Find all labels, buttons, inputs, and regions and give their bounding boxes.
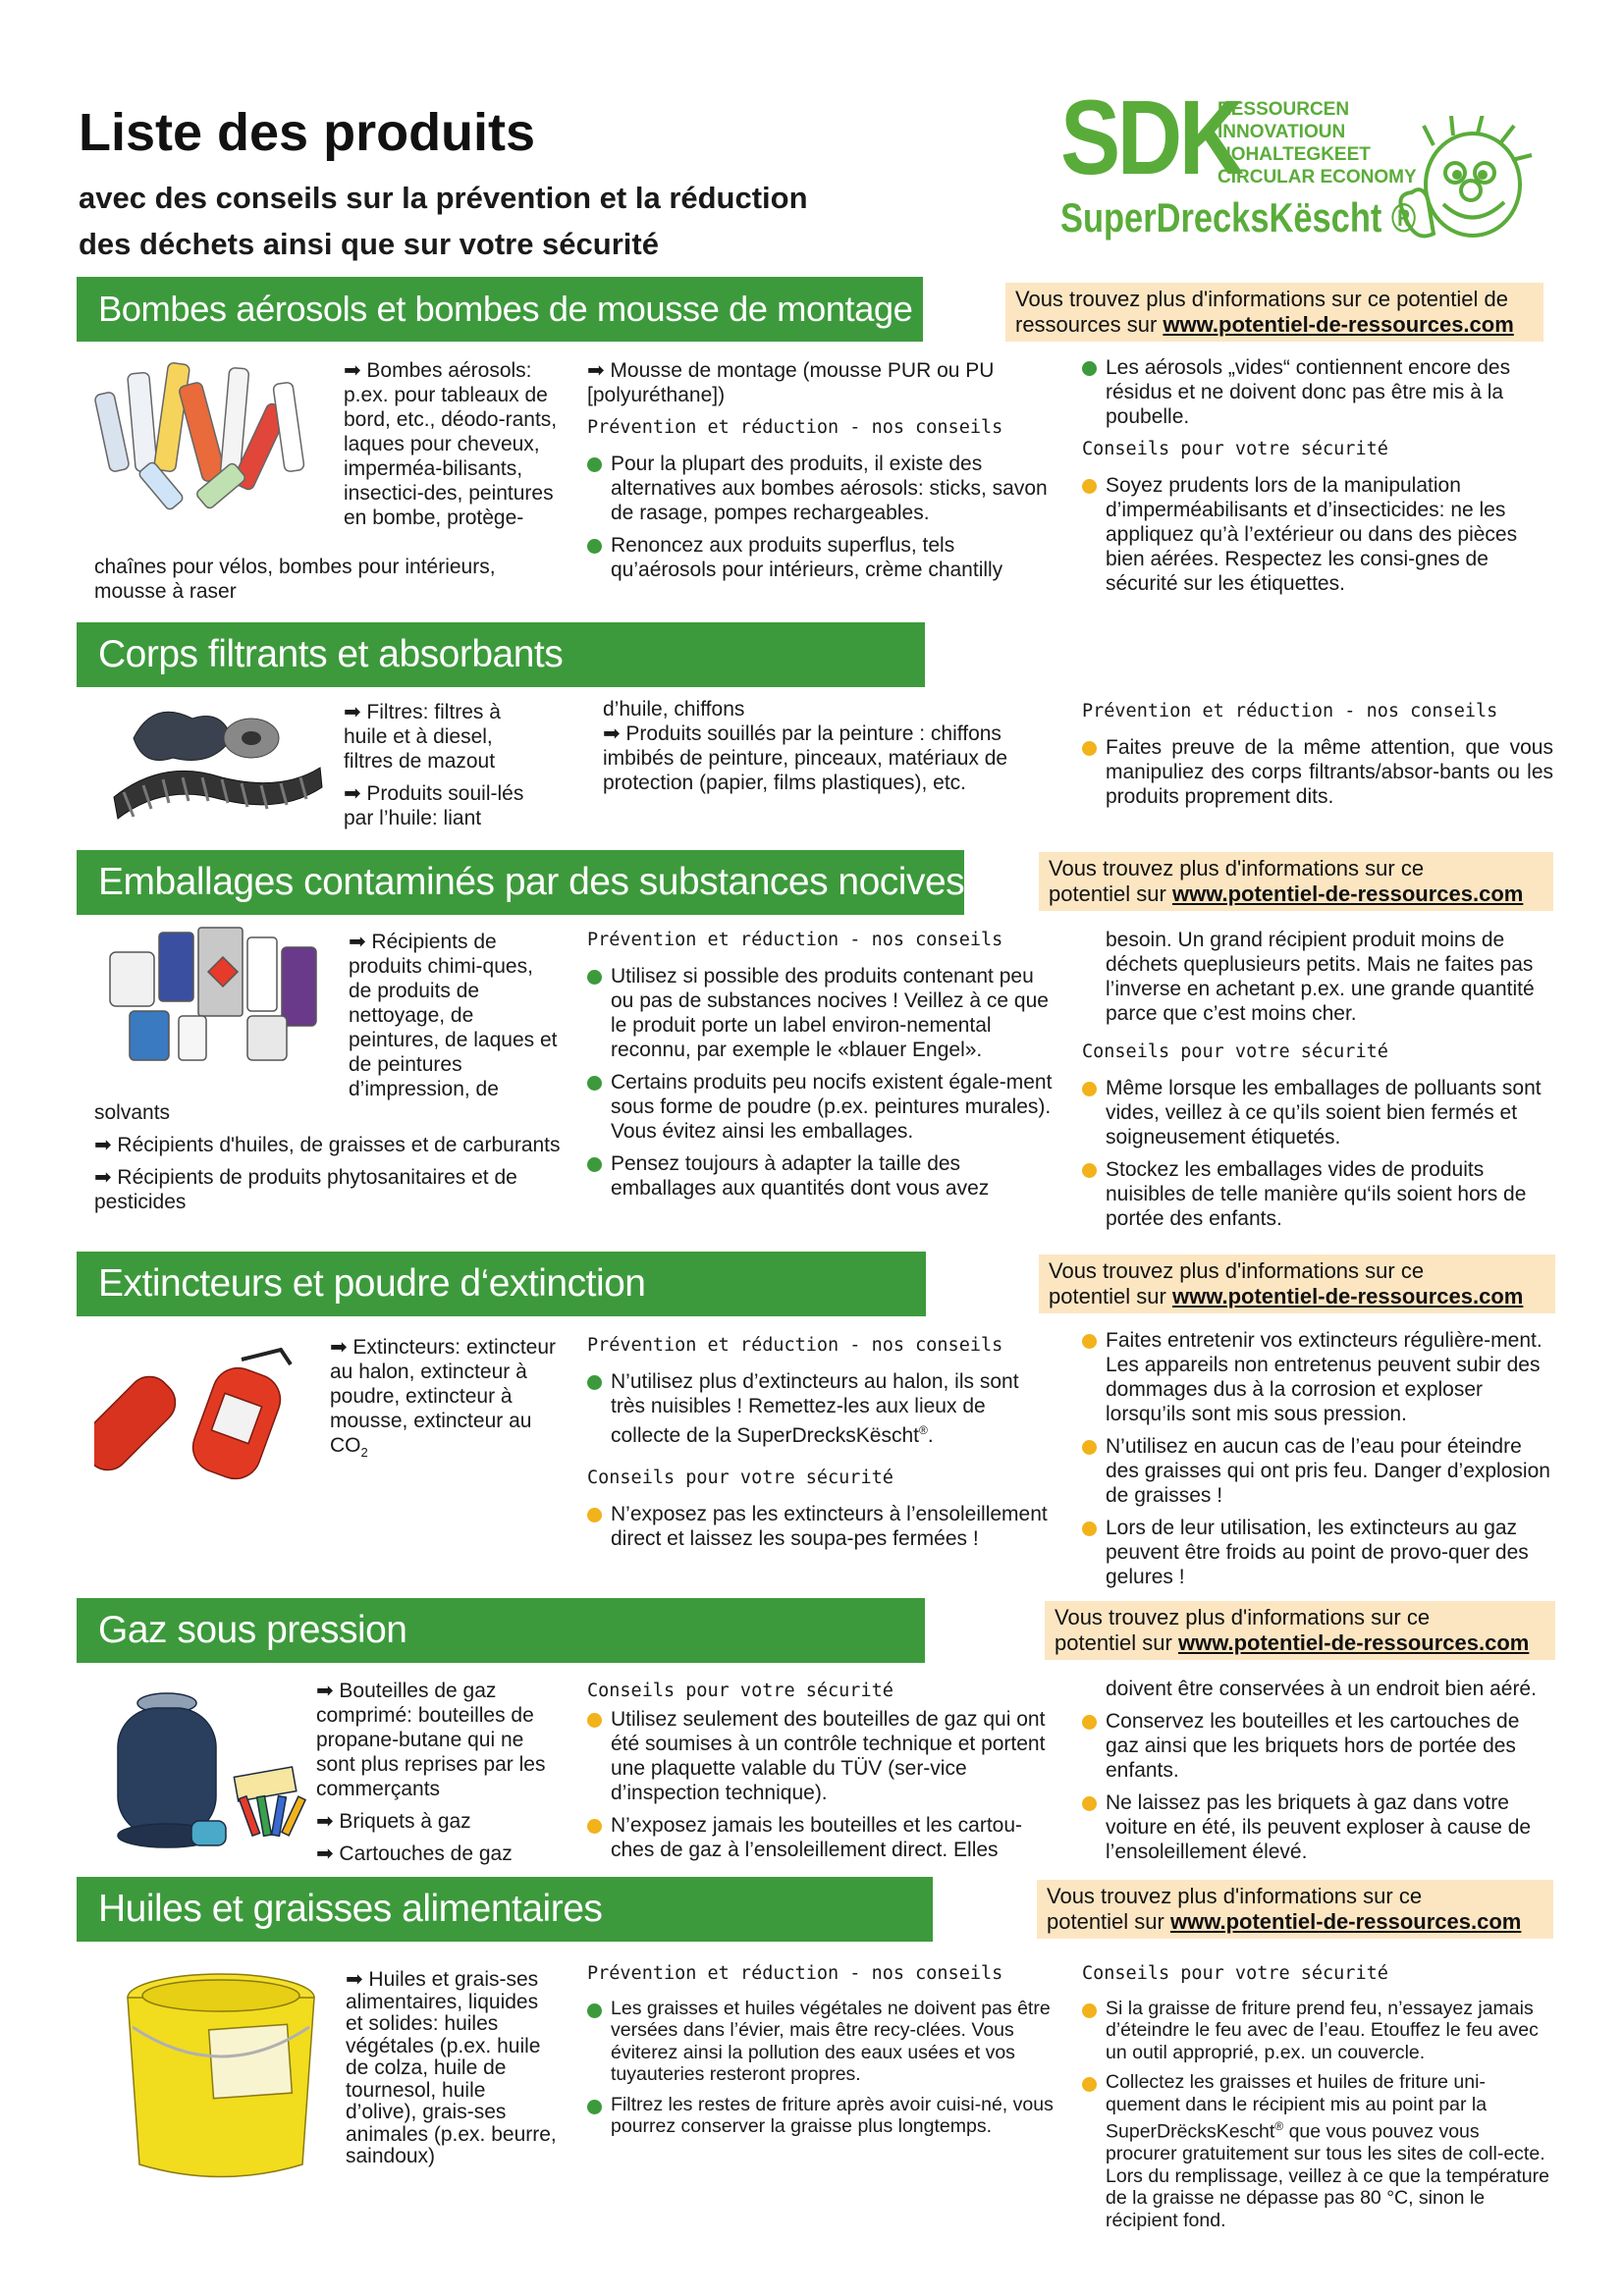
logo-word: NOHALTEGKEET xyxy=(1218,144,1371,165)
green-bullet-icon xyxy=(587,2100,602,2114)
s3-col3 xyxy=(1082,928,1553,1239)
s4-col1: ➡ Extincteurs: extincteur au halon, extincteur à poudre, extincteur à mousse, extincteur au $CO_2$ xyxy=(330,1336,557,1461)
green-bullet-icon xyxy=(587,2003,602,2018)
s2-col1 xyxy=(344,700,540,838)
bullet-item: Les graisses et huiles végétales ne doivent pas être versées dans l’évier, mais être recy-clées. Vous éviterez ainsi la pollution des eaux usées et vos tuyauteries resteront propres. xyxy=(587,1998,1058,2086)
section-title-filters: Corps filtrants et absorbants xyxy=(77,622,925,687)
info-text: potentiel sur www.potentiel-de-ressources.com xyxy=(1049,1284,1524,1308)
s3-col2 xyxy=(587,928,1054,1208)
s4-col3 xyxy=(1082,1328,1553,1597)
section-subheading: Conseils pour votre sécurité xyxy=(587,1681,893,1701)
logo-word: CIRCULAR ECONOMY xyxy=(1218,167,1417,187)
bullet-item: N’exposez pas les extincteurs à l’ensoleillement direct et laissez les soupa-pes fermées ! xyxy=(587,1502,1054,1551)
bullet-item: Soyez prudents lors de la manipulation d’imperméabilisants et d’insecticides: ne les appliquez qu’à l’extérieur ou dans des pièces bien aérées. Respectez les consi-gnes de sécurité sur les étiquettes. xyxy=(1082,473,1553,596)
info-text: Vous trouvez plus d'informations sur ce xyxy=(1049,1258,1425,1283)
product-item-cont: d’huile, chiffons xyxy=(603,698,745,721)
bullet-item: N’utilisez plus d’extincteurs au halon, ils sont très nuisibles ! Remettez-les aux lieux de collecte de la SuperDrecksKëscht®. xyxy=(587,1369,1054,1448)
s5-col2 xyxy=(587,1679,1054,1870)
section-title-gas: Gaz sous pression xyxy=(77,1598,925,1663)
bullet-item: Filtrez les restes de friture après avoir cuisi-né, vous pourrez conserver la graisse plus longtemps. xyxy=(587,2094,1058,2138)
yellow-bullet-icon xyxy=(587,1508,602,1522)
section-subheading: Prévention et réduction - nos conseils xyxy=(587,417,1003,438)
section-subheading: Conseils pour votre sécurité xyxy=(587,1468,893,1488)
aerosol-cans-image xyxy=(92,353,328,520)
bullet-item: Conservez les bouteilles et les cartouches de gaz ainsi que les briquets hors de portée des enfants. xyxy=(1082,1709,1553,1783)
yellow-bullet-icon xyxy=(1082,1440,1097,1455)
product-item: ➡ Mousse de montage (mousse PUR ou PU [polyuréthane]) xyxy=(587,359,995,406)
filters-image xyxy=(104,699,330,827)
info-link[interactable]: www.potentiel-de-ressources.com xyxy=(1171,1284,1524,1308)
bullet-item: Faites entretenir vos extincteurs régulière-ment. Les appareils non entretenus peuvent subir des dommages dus à la corrosion et exploser lorsqu’ils sont mis sous pression. xyxy=(1082,1328,1553,1426)
bullet-item: Renoncez aux produits superflus, tels qu’aérosols pour intérieurs, crème chantilly xyxy=(587,533,1049,582)
section-title-oils: Huiles et graisses alimentaires xyxy=(77,1877,933,1942)
info-box-oils xyxy=(1037,1880,1553,1939)
s1-col1-text: ➡ Bombes aérosols: p.ex. pour tableaux de bord, etc., déodo-rants, laques pour cheveux, imperméa-bilisants, insectici-des, peintures en bombe, protège- xyxy=(344,359,558,529)
info-text: Vous trouvez plus d'informations sur ce xyxy=(1055,1605,1431,1629)
info-text: potentiel sur www.potentiel-de-ressources.com xyxy=(1047,1909,1522,1934)
section-title-packaging: Emballages contaminés par des substances nocives xyxy=(77,850,964,915)
s6-col2 xyxy=(587,1963,1058,2146)
bullet-item: Même lorsque les emballages de polluants sont vides, veillez à ce qu’ils soient bien fermés et soigneusement étiquetés. xyxy=(1082,1076,1553,1149)
logo-word: RESSOURCEN xyxy=(1218,99,1350,120)
s2-col3 xyxy=(1082,699,1553,817)
info-link[interactable]: www.potentiel-de-ressources.com xyxy=(1169,1909,1522,1934)
info-box-aerosols xyxy=(1005,283,1543,342)
yellow-bullet-icon xyxy=(1082,1522,1097,1536)
chemical-containers-image xyxy=(100,923,336,1070)
info-text: Vous trouvez plus d'informations sur ce xyxy=(1049,856,1425,881)
bullet-item: Stockez les emballages vides de produits nuisibles de telle manière qu‘ils soient hors de portée des enfants. xyxy=(1082,1157,1553,1231)
info-box-extinguishers xyxy=(1039,1255,1555,1313)
section-subheading: Conseils pour votre sécurité xyxy=(1082,439,1388,459)
info-link[interactable]: www.potentiel-de-ressources.com xyxy=(1171,881,1524,906)
gas-bottles-image xyxy=(98,1674,324,1860)
info-box-gas xyxy=(1045,1601,1555,1660)
section-subheading: Prévention et réduction - nos conseils xyxy=(587,930,1003,950)
paragraph-cont: doivent être conservées à un endroit bien aéré. xyxy=(1106,1678,1537,1700)
bullet-item: Ne laissez pas les briquets à gaz dans votre voiture en été, ils peuvent exploser à cause de l’ensoleillement élevé. xyxy=(1082,1790,1553,1864)
bullet-item: Pour la plupart des produits, il existe des alternatives aux bombes aérosols: sticks, savon de rasage, pompes rechargeables. xyxy=(587,452,1049,525)
section-subheading: Conseils pour votre sécurité xyxy=(1082,1963,1388,1984)
info-link[interactable]: www.potentiel-de-ressources.com xyxy=(1163,312,1514,337)
s1-col1-text-cont: chaînes pour vélos, bombes pour intérieurs, mousse à raser xyxy=(94,556,496,603)
page-title: Liste des produits xyxy=(79,103,536,162)
yellow-bullet-icon xyxy=(1082,1082,1097,1096)
logo-word: INNOVATIOUN xyxy=(1218,122,1346,142)
bullet-item: Pensez toujours à adapter la taille des emballages aux quantités dont vous avez xyxy=(587,1151,1054,1201)
product-item: ➡ Produits souil-lés par l’huile: liant xyxy=(344,782,524,829)
product-item: ➡ Cartouches de gaz xyxy=(316,1842,513,1865)
s2-col2 xyxy=(603,697,1055,795)
green-bullet-icon xyxy=(587,457,602,472)
yellow-bullet-icon xyxy=(1082,479,1097,494)
s6-col3 xyxy=(1082,1963,1553,2239)
bullet-item: Si la graisse de friture prend feu, n’essayez jamais d’éteindre le feu avec de l’eau. Etouffez le feu avec un outil approprié, p.ex. un couvercle. xyxy=(1082,1998,1553,2064)
section-title-extinguishers: Extincteurs et poudre d‘extinction xyxy=(77,1252,926,1316)
section-subheading: Conseils pour votre sécurité xyxy=(1082,1041,1388,1062)
bullet-item: Certains produits peu nocifs existent égale-ment sous forme de poudre (p.ex. peintures murales). Vous évitez ainsi les emballages. xyxy=(587,1070,1054,1144)
yellow-bullet-icon xyxy=(1082,741,1097,756)
yellow-bullet-icon xyxy=(587,1713,602,1728)
yellow-bullet-icon xyxy=(587,1819,602,1834)
bullet-item: Utilisez seulement des bouteilles de gaz qui ont été soumises à un contrôle technique et portent une plaquette valable du TÜV (ser-vice d’inspection technique). xyxy=(587,1707,1054,1805)
product-item: ➡ Produits souillés par la peinture : chiffons imbibés de peinture, pinceaux, matériaux de protection (papier, films plastiques), etc. xyxy=(603,722,1008,794)
yellow-bullet-icon xyxy=(1082,1715,1097,1730)
mascot-smiley-icon xyxy=(1384,116,1542,263)
subtitle-line-2: des déchets ainsi que sur votre sécurité xyxy=(79,227,659,261)
green-bullet-icon xyxy=(587,970,602,985)
bullet-item: Faites preuve de la même attention, que vous manipuliez des corps filtrants/absor-bants ou les produits proprement dits. xyxy=(1082,735,1553,809)
info-text: Vous trouvez plus d'informations sur ce potentiel de xyxy=(1015,287,1508,311)
logo-name: SuperDrecksKëscht ® xyxy=(1060,194,1417,240)
subtitle-line-1: avec des conseils sur la prévention et la réduction xyxy=(79,181,808,215)
product-item: ➡ Filtres: filtres à huile et à diesel, filtres de mazout xyxy=(344,701,501,773)
section-subheading: Prévention et réduction - nos conseils xyxy=(587,1335,1003,1356)
bullet-item: Utilisez si possible des produits contenant peu ou pas de substances nocives ! Veillez à ce que le produit porte un label environ-nemental reconnu, par exemple le «blauer Engel». xyxy=(587,964,1054,1062)
s1-col2 xyxy=(587,358,1049,590)
green-bullet-icon xyxy=(1082,361,1097,376)
bullet-item: N’utilisez en aucun cas de l’eau pour éteindre des graisses qui ont pris feu. Danger d’explosion de graisses ! xyxy=(1082,1434,1553,1508)
yellow-bullet-icon xyxy=(1082,1796,1097,1811)
info-link[interactable]: www.potentiel-de-ressources.com xyxy=(1177,1630,1530,1655)
green-bullet-icon xyxy=(587,539,602,554)
info-text: potentiel sur www.potentiel-de-ressources.com xyxy=(1055,1630,1530,1655)
info-text: potentiel sur www.potentiel-de-ressources.com xyxy=(1049,881,1524,906)
s5-col3 xyxy=(1082,1677,1553,1872)
bullet-item: Lors de leur utilisation, les extincteurs au gaz peuvent être froids au point de provo-quer des gelures ! xyxy=(1082,1516,1553,1589)
s4-col2 xyxy=(587,1333,1054,1559)
bullet-item: Les aérosols „vides“ contiennent encore des résidus et ne doivent donc pas être mis à la poubelle. xyxy=(1082,355,1553,429)
green-bullet-icon xyxy=(587,1076,602,1091)
yellow-bullet-icon xyxy=(1082,2077,1097,2092)
yellow-bullet-icon xyxy=(1082,1163,1097,1178)
info-box-packaging xyxy=(1039,852,1553,911)
info-text: Vous trouvez plus d'informations sur ce xyxy=(1047,1884,1423,1908)
green-bullet-icon xyxy=(587,1375,602,1390)
logo-acronym: SDK xyxy=(1060,78,1241,196)
grease-bucket-image xyxy=(118,1968,324,2184)
yellow-bullet-icon xyxy=(1082,1334,1097,1349)
product-item: ➡ Récipients d'huiles, de graisses et de carburants xyxy=(94,1134,561,1156)
s3-col1-text: ➡ Récipients de produits chimi-ques, de produits de nettoyage, de peintures, de laques et de peintures d’impression, de xyxy=(349,931,558,1100)
section-subheading: Prévention et réduction - nos conseils xyxy=(587,1963,1003,1984)
product-item: ➡ Briquets à gaz xyxy=(316,1810,471,1833)
s3-col1-cont xyxy=(94,1100,566,1222)
bullet-item: N’exposez jamais les bouteilles et les cartou-ches de gaz à l’ensoleillement direct. Elles xyxy=(587,1813,1054,1862)
product-item-cont: solvants xyxy=(94,1101,171,1124)
section-title-aerosols: Bombes aérosols et bombes de mousse de montage xyxy=(77,277,923,342)
fire-extinguishers-image xyxy=(94,1340,320,1487)
bullet-item: Collectez les graisses et huiles de friture uni-quement dans le récipient mis au point par la SuperDrëcksKescht® que vous pouvez vous procurer gratuitement sur tous les sites de coll-ecte. Lors du remplissage, veillez à ce que la température de la graisse ne dépasse pas 80 °C, sinon le récipient fond. xyxy=(1082,2071,1553,2231)
info-text: ressources sur www.potentiel-de-ressources.com xyxy=(1015,312,1514,337)
s6-col1: ➡ Huiles et grais-ses alimentaires, liquides et solides: huiles végétales (p.ex. huile de colza, huile de tournesol, huile d’olive), grais-ses animales (p.ex. beurre, saindoux) xyxy=(346,1968,557,2167)
product-item: ➡ Bouteilles de gaz comprimé: bouteilles de propane-butane qui ne sont plus reprises par les commerçants xyxy=(316,1680,546,1800)
s1-col3 xyxy=(1082,355,1553,604)
section-subheading: Prévention et réduction - nos conseils xyxy=(1082,701,1498,721)
s5-col1 xyxy=(316,1679,562,1874)
product-item: ➡ Récipients de produits phytosanitaires et de pesticides xyxy=(94,1166,517,1213)
green-bullet-icon xyxy=(587,1157,602,1172)
yellow-bullet-icon xyxy=(1082,2003,1097,2018)
paragraph-cont: besoin. Un grand récipient produit moins de déchets queplusieurs petits. Mais ne faites pas l’inverse en achetant p.ex. une grande quantité parce que c’est moins cher. xyxy=(1106,929,1535,1025)
